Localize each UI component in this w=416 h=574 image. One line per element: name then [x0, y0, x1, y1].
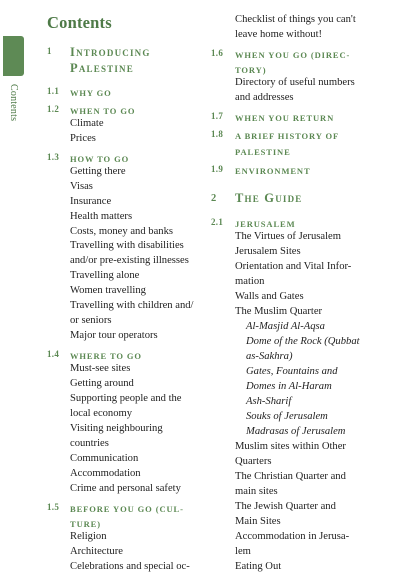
toc-entry-link[interactable]: Quarters	[235, 456, 272, 467]
subentry-link[interactable]: Souks of Jerusalem	[246, 411, 328, 422]
side-section-label: Contents	[8, 84, 19, 122]
toc-entry-link[interactable]: Architecture	[70, 546, 123, 557]
toc-entry-link[interactable]: Getting around	[70, 378, 134, 389]
section-number: 2.1	[211, 217, 224, 227]
chapter-heading[interactable]: Palestine	[70, 61, 134, 75]
toc-entry-link[interactable]: or seniors	[70, 315, 112, 326]
toc-entry-link[interactable]: mation	[235, 276, 265, 287]
toc-entry-link[interactable]: Travelling with disabilities	[70, 240, 184, 251]
section-heading[interactable]: PALESTINE	[235, 147, 291, 157]
toc-entry-link[interactable]: and/or pre-existing illnesses	[70, 255, 189, 266]
section-number: 1.3	[47, 152, 60, 162]
section-number: 1.1	[47, 86, 60, 96]
toc-entry-link[interactable]: Health matters	[70, 211, 133, 222]
toc-entry-link[interactable]: Celebrations and special oc-	[70, 561, 190, 572]
section-heading[interactable]: WHERE TO GO	[70, 351, 142, 361]
toc-entry-link[interactable]: Communication	[70, 453, 139, 464]
section-heading[interactable]: TURE)	[70, 519, 101, 529]
toc-entry-link[interactable]: Directory of useful numbers	[235, 77, 355, 88]
section-number: 1.8	[211, 129, 224, 139]
toc-entry-link[interactable]: main sites	[235, 486, 278, 497]
toc-entry-link[interactable]: Crime and personal safety	[70, 483, 181, 494]
section-heading[interactable]: WHY GO	[70, 88, 112, 98]
section-heading[interactable]: TORY)	[235, 65, 267, 75]
section-number: 1.2	[47, 104, 60, 114]
section-number: 1.4	[47, 349, 60, 359]
toc-entry-link[interactable]: Muslim sites within Other	[235, 441, 346, 452]
toc-entry-link[interactable]: local economy	[70, 408, 133, 419]
toc-entry-link[interactable]: countries	[70, 438, 109, 449]
subentry-link[interactable]: Dome of the Rock (Qubbat	[246, 336, 360, 347]
toc-entry-link[interactable]: Getting there	[70, 166, 126, 177]
section-heading[interactable]: ENVIRONMENT	[235, 166, 311, 176]
chapter-heading[interactable]: The Guide	[235, 191, 303, 205]
section-heading[interactable]: BEFORE YOU GO (CUL-	[70, 504, 184, 514]
toc-entry-link[interactable]: The Jewish Quarter and	[235, 501, 336, 512]
chapter-heading[interactable]: Introducing	[70, 45, 151, 59]
toc-entry-link[interactable]: Visiting neighbouring	[70, 423, 163, 434]
toc-entry-link[interactable]: The Virtues of Jerusalem	[235, 231, 341, 242]
toc-entry-link[interactable]: Accommodation in Jerusa-	[235, 531, 350, 542]
toc-entry-link[interactable]: Climate	[70, 118, 104, 129]
toc-entry-link[interactable]: Travelling alone	[70, 270, 140, 281]
toc-entry-link[interactable]: Walls and Gates	[235, 291, 304, 302]
toc-entry-link[interactable]: Major tour operators	[70, 330, 158, 341]
toc-entry-link[interactable]: Prices	[70, 133, 96, 144]
section-number: 1.6	[211, 48, 224, 58]
toc-entry-link[interactable]: The Muslim Quarter	[235, 306, 323, 317]
toc-entry-link[interactable]: Checklist of things you can't	[235, 14, 356, 25]
toc-entry-link[interactable]: Visas	[70, 181, 93, 192]
chapter-number: 2	[211, 193, 218, 204]
page-title: Contents	[47, 13, 112, 32]
toc-entry-link[interactable]: Supporting people and the	[70, 393, 182, 404]
section-number: 1.7	[211, 111, 224, 121]
toc-entry-link[interactable]: Main Sites	[235, 516, 281, 527]
section-heading[interactable]: WHEN TO GO	[70, 106, 136, 116]
section-heading[interactable]: HOW TO GO	[70, 154, 130, 164]
section-number: 1.5	[47, 502, 60, 512]
toc-entry-link[interactable]: Jerusalem Sites	[235, 246, 301, 257]
section-heading[interactable]: JERUSALEM	[235, 219, 296, 229]
toc-entry-link[interactable]: Orientation and Vital Infor-	[235, 261, 352, 272]
section-number: 1	[47, 46, 52, 56]
subentry-link[interactable]: Gates, Fountains and	[246, 366, 338, 377]
subentry-link[interactable]: Al-Masjid Al-Aqsa	[246, 321, 325, 332]
section-heading[interactable]: WHEN YOU RETURN	[235, 113, 335, 123]
toc-entry-link[interactable]: Costs, money and banks	[70, 226, 173, 237]
toc-entry-link[interactable]: lem	[235, 546, 251, 557]
section-tab-marker[interactable]	[3, 36, 24, 76]
toc-entry-link[interactable]: leave home without!	[235, 29, 323, 40]
toc-entry-link[interactable]: Women travelling	[70, 285, 146, 296]
toc-entry-link[interactable]: Must-see sites	[70, 363, 131, 374]
toc-entry-link[interactable]: The Christian Quarter and	[235, 471, 346, 482]
section-heading[interactable]: WHEN YOU GO (DIREC-	[235, 50, 351, 60]
toc-entry-link[interactable]: Eating Out	[235, 561, 282, 572]
section-number: 1.9	[211, 164, 224, 174]
subentry-link[interactable]: as-Sakhra)	[246, 351, 293, 362]
toc-entry-link[interactable]: Religion	[70, 531, 107, 542]
subentry-link[interactable]: Madrasas of Jerusalem	[246, 426, 346, 437]
toc-entry-link[interactable]: Insurance	[70, 196, 112, 207]
subentry-link[interactable]: Ash-Sharif	[246, 396, 292, 407]
subentry-link[interactable]: Domes in Al-Haram	[246, 381, 332, 392]
toc-entry-link[interactable]: Accommodation	[70, 468, 141, 479]
toc-entry-link[interactable]: Travelling with children and/	[70, 300, 194, 311]
section-heading[interactable]: A BRIEF HISTORY OF	[235, 131, 340, 141]
toc-entry-link[interactable]: and addresses	[235, 92, 294, 103]
